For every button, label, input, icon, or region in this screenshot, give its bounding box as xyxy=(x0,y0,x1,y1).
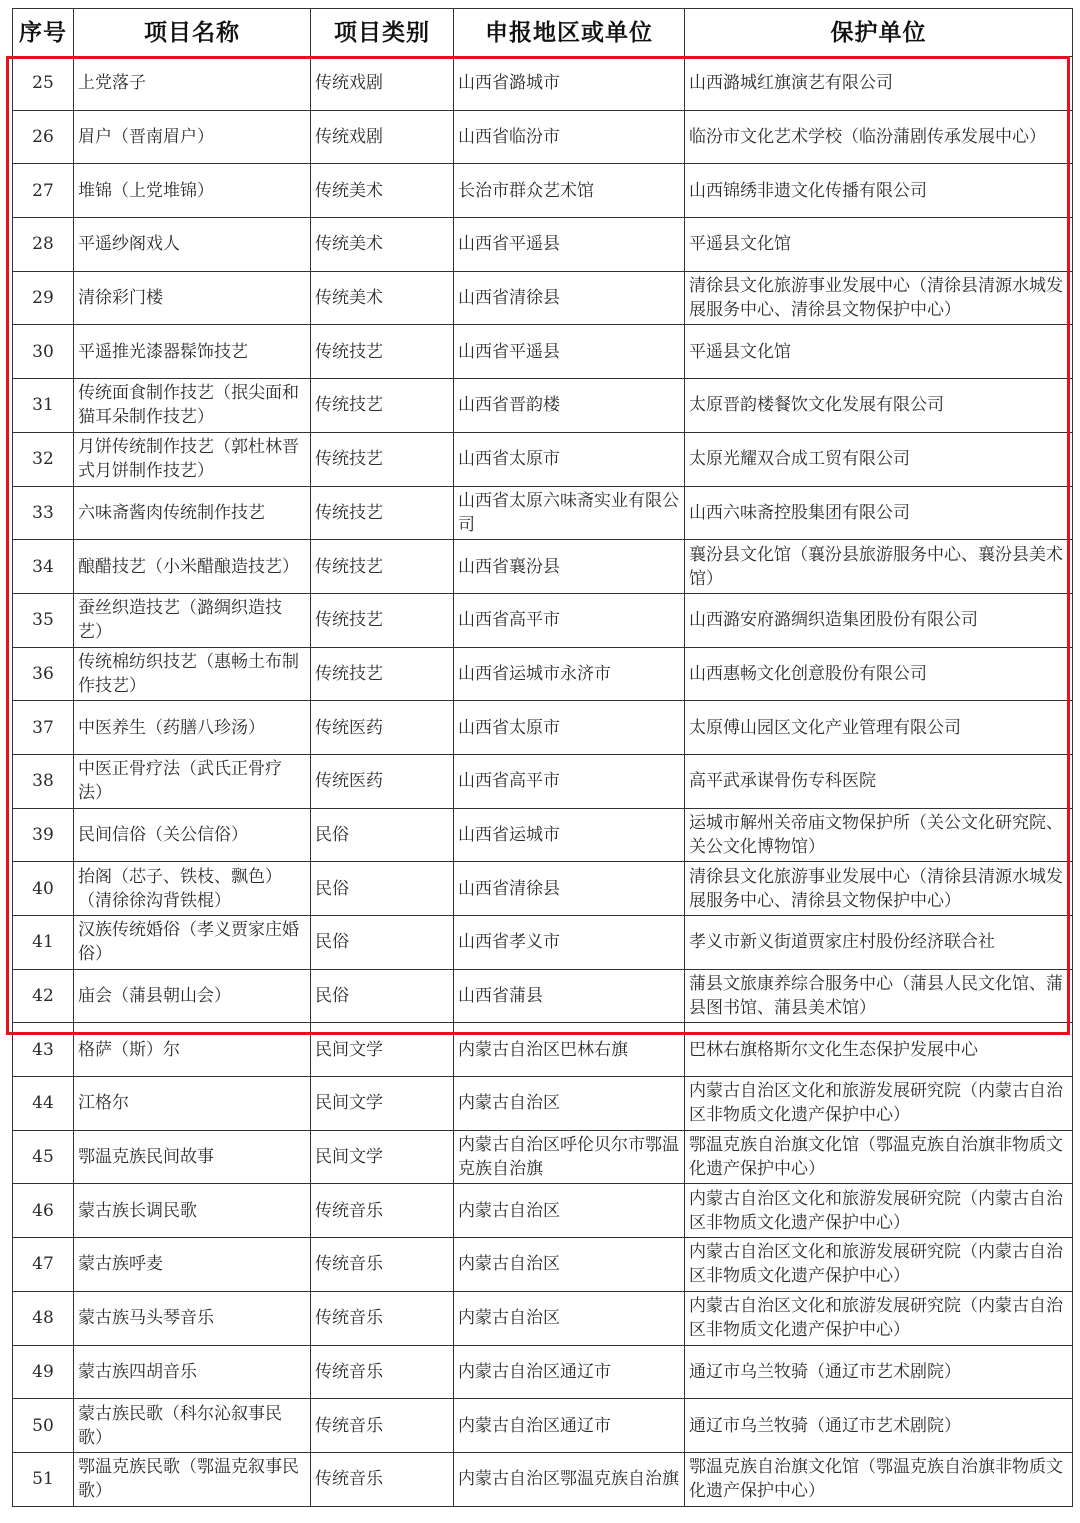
project-name-cell: 眉户（晋南眉户） xyxy=(74,110,311,164)
seq-cell: 28 xyxy=(13,218,74,272)
category-cell: 民俗 xyxy=(311,862,454,916)
table-row xyxy=(13,325,1073,379)
seq-cell: 39 xyxy=(13,808,74,862)
seq-cell: 27 xyxy=(13,164,74,218)
protection-unit-cell: 山西潞安府潞绸织造集团股份有限公司 xyxy=(685,593,1073,647)
project-name-cell: 蒙古族长调民歌 xyxy=(74,1184,311,1238)
table-row xyxy=(13,271,1073,325)
table-row xyxy=(13,1130,1073,1184)
project-name-cell: 堆锦（上党堆锦） xyxy=(74,164,311,218)
region-cell: 山西省太原六味斋实业有限公司 xyxy=(454,486,685,540)
category-cell: 传统技艺 xyxy=(311,540,454,594)
category-cell: 传统美术 xyxy=(311,271,454,325)
category-cell: 传统音乐 xyxy=(311,1184,454,1238)
seq-cell: 38 xyxy=(13,754,74,808)
project-name-cell: 民间信俗（关公信俗） xyxy=(74,808,311,862)
region-cell: 山西省潞城市 xyxy=(454,57,685,111)
seq-cell: 31 xyxy=(13,379,74,433)
category-cell: 传统美术 xyxy=(311,164,454,218)
seq-cell: 48 xyxy=(13,1291,74,1345)
protection-unit-cell: 山西惠畅文化创意股份有限公司 xyxy=(685,647,1073,701)
region-cell: 山西省晋韵楼 xyxy=(454,379,685,433)
table-row xyxy=(13,1077,1073,1131)
table-row xyxy=(13,164,1073,218)
protection-unit-cell: 太原光耀双合成工贸有限公司 xyxy=(685,432,1073,486)
table-row xyxy=(13,1023,1073,1077)
table-row xyxy=(13,1184,1073,1238)
seq-cell: 45 xyxy=(13,1130,74,1184)
project-name-cell: 传统棉纺织技艺（惠畅土布制作技艺） xyxy=(74,647,311,701)
project-name-cell: 鄂温克族民歌（鄂温克叙事民歌） xyxy=(74,1452,311,1506)
seq-cell: 46 xyxy=(13,1184,74,1238)
header-name: 项目名称 xyxy=(74,9,311,57)
table-row xyxy=(13,916,1073,970)
seq-cell: 30 xyxy=(13,325,74,379)
project-name-cell: 汉族传统婚俗（孝义贾家庄婚俗） xyxy=(74,916,311,970)
category-cell: 传统音乐 xyxy=(311,1238,454,1292)
table-row xyxy=(13,57,1073,111)
table-row xyxy=(13,593,1073,647)
region-cell: 内蒙古自治区 xyxy=(454,1238,685,1292)
region-cell: 山西省清徐县 xyxy=(454,862,685,916)
region-cell: 内蒙古自治区 xyxy=(454,1291,685,1345)
table-row xyxy=(13,1345,1073,1399)
category-cell: 传统技艺 xyxy=(311,647,454,701)
category-cell: 传统技艺 xyxy=(311,325,454,379)
category-cell: 传统音乐 xyxy=(311,1291,454,1345)
project-name-cell: 江格尔 xyxy=(74,1077,311,1131)
region-cell: 山西省清徐县 xyxy=(454,271,685,325)
seq-cell: 42 xyxy=(13,969,74,1023)
category-cell: 民间文学 xyxy=(311,1077,454,1131)
region-cell: 内蒙古自治区鄂温克族自治旗 xyxy=(454,1452,685,1506)
protection-unit-cell: 襄汾县文化馆（襄汾县旅游服务中心、襄汾县美术馆） xyxy=(685,540,1073,594)
heritage-project-table xyxy=(12,8,1073,1507)
category-cell: 传统医药 xyxy=(311,701,454,755)
protection-unit-cell: 内蒙古自治区文化和旅游发展研究院（内蒙古自治区非物质文化遗产保护中心） xyxy=(685,1184,1073,1238)
seq-cell: 29 xyxy=(13,271,74,325)
seq-cell: 37 xyxy=(13,701,74,755)
region-cell: 山西省太原市 xyxy=(454,432,685,486)
category-cell: 传统戏剧 xyxy=(311,57,454,111)
region-cell: 内蒙古自治区 xyxy=(454,1077,685,1131)
seq-cell: 26 xyxy=(13,110,74,164)
table-row xyxy=(13,432,1073,486)
protection-unit-cell: 平遥县文化馆 xyxy=(685,325,1073,379)
protection-unit-cell: 内蒙古自治区文化和旅游发展研究院（内蒙古自治区非物质文化遗产保护中心） xyxy=(685,1077,1073,1131)
protection-unit-cell: 平遥县文化馆 xyxy=(685,218,1073,272)
table-row xyxy=(13,1291,1073,1345)
protection-unit-cell: 鄂温克族自治旗文化馆（鄂温克族自治旗非物质文化遗产保护中心） xyxy=(685,1130,1073,1184)
seq-cell: 36 xyxy=(13,647,74,701)
table-row xyxy=(13,1399,1073,1453)
table-row xyxy=(13,1452,1073,1506)
header-unit: 保护单位 xyxy=(685,9,1073,57)
project-name-cell: 抬阁（芯子、铁枝、飘色）（清徐徐沟背铁棍） xyxy=(74,862,311,916)
region-cell: 内蒙古自治区 xyxy=(454,1184,685,1238)
project-name-cell: 蚕丝织造技艺（潞绸织造技艺） xyxy=(74,593,311,647)
seq-cell: 51 xyxy=(13,1452,74,1506)
project-name-cell: 月饼传统制作技艺（郭杜林晋式月饼制作技艺） xyxy=(74,432,311,486)
table-row xyxy=(13,808,1073,862)
project-name-cell: 中医正骨疗法（武氏正骨疗法） xyxy=(74,754,311,808)
header-row xyxy=(13,9,1073,57)
region-cell: 山西省襄汾县 xyxy=(454,540,685,594)
project-name-cell: 蒙古族呼麦 xyxy=(74,1238,311,1292)
table-row xyxy=(13,647,1073,701)
region-cell: 山西省太原市 xyxy=(454,701,685,755)
project-name-cell: 六味斋酱肉传统制作技艺 xyxy=(74,486,311,540)
region-cell: 山西省蒲县 xyxy=(454,969,685,1023)
seq-cell: 34 xyxy=(13,540,74,594)
protection-unit-cell: 内蒙古自治区文化和旅游发展研究院（内蒙古自治区非物质文化遗产保护中心） xyxy=(685,1291,1073,1345)
project-name-cell: 平遥纱阁戏人 xyxy=(74,218,311,272)
region-cell: 山西省运城市 xyxy=(454,808,685,862)
region-cell: 山西省高平市 xyxy=(454,593,685,647)
table-row xyxy=(13,110,1073,164)
project-name-cell: 上党落子 xyxy=(74,57,311,111)
category-cell: 传统技艺 xyxy=(311,432,454,486)
category-cell: 民俗 xyxy=(311,969,454,1023)
protection-unit-cell: 内蒙古自治区文化和旅游发展研究院（内蒙古自治区非物质文化遗产保护中心） xyxy=(685,1238,1073,1292)
category-cell: 民间文学 xyxy=(311,1130,454,1184)
protection-unit-cell: 蒲县文旅康养综合服务中心（蒲县人民文化馆、蒲县图书馆、蒲县美术馆） xyxy=(685,969,1073,1023)
protection-unit-cell: 通辽市乌兰牧骑（通辽市艺术剧院） xyxy=(685,1399,1073,1453)
region-cell: 内蒙古自治区通辽市 xyxy=(454,1345,685,1399)
project-name-cell: 传统面食制作技艺（抿尖面和猫耳朵制作技艺） xyxy=(74,379,311,433)
protection-unit-cell: 高平武承谋骨伤专科医院 xyxy=(685,754,1073,808)
table-row xyxy=(13,862,1073,916)
category-cell: 传统音乐 xyxy=(311,1345,454,1399)
category-cell: 传统技艺 xyxy=(311,379,454,433)
seq-cell: 25 xyxy=(13,57,74,111)
protection-unit-cell: 太原晋韵楼餐饮文化发展有限公司 xyxy=(685,379,1073,433)
category-cell: 传统音乐 xyxy=(311,1452,454,1506)
seq-cell: 40 xyxy=(13,862,74,916)
category-cell: 民俗 xyxy=(311,916,454,970)
header-region: 申报地区或单位 xyxy=(454,9,685,57)
region-cell: 山西省临汾市 xyxy=(454,110,685,164)
region-cell: 内蒙古自治区通辽市 xyxy=(454,1399,685,1453)
project-name-cell: 蒙古族马头琴音乐 xyxy=(74,1291,311,1345)
category-cell: 民俗 xyxy=(311,808,454,862)
table-body xyxy=(13,57,1073,1507)
project-name-cell: 清徐彩门楼 xyxy=(74,271,311,325)
table-row xyxy=(13,1238,1073,1292)
protection-unit-cell: 山西潞城红旗演艺有限公司 xyxy=(685,57,1073,111)
seq-cell: 43 xyxy=(13,1023,74,1077)
seq-cell: 50 xyxy=(13,1399,74,1453)
protection-unit-cell: 山西六味斋控股集团有限公司 xyxy=(685,486,1073,540)
category-cell: 传统戏剧 xyxy=(311,110,454,164)
protection-unit-cell: 清徐县文化旅游事业发展中心（清徐县清源水城发展服务中心、清徐县文物保护中心） xyxy=(685,862,1073,916)
header-category: 项目类别 xyxy=(311,9,454,57)
project-name-cell: 中医养生（药膳八珍汤） xyxy=(74,701,311,755)
category-cell: 传统美术 xyxy=(311,218,454,272)
project-name-cell: 庙会（蒲县朝山会） xyxy=(74,969,311,1023)
project-name-cell: 格萨（斯）尔 xyxy=(74,1023,311,1077)
protection-unit-cell: 通辽市乌兰牧骑（通辽市艺术剧院） xyxy=(685,1345,1073,1399)
protection-unit-cell: 山西锦绣非遗文化传播有限公司 xyxy=(685,164,1073,218)
protection-unit-cell: 清徐县文化旅游事业发展中心（清徐县清源水城发展服务中心、清徐县文物保护中心） xyxy=(685,271,1073,325)
protection-unit-cell: 巴林右旗格斯尔文化生态保护发展中心 xyxy=(685,1023,1073,1077)
seq-cell: 35 xyxy=(13,593,74,647)
seq-cell: 33 xyxy=(13,486,74,540)
protection-unit-cell: 鄂温克族自治旗文化馆（鄂温克族自治旗非物质文化遗产保护中心） xyxy=(685,1452,1073,1506)
header-seq: 序号 xyxy=(13,9,74,57)
table-row xyxy=(13,969,1073,1023)
table-row xyxy=(13,379,1073,433)
region-cell: 内蒙古自治区巴林右旗 xyxy=(454,1023,685,1077)
region-cell: 长治市群众艺术馆 xyxy=(454,164,685,218)
seq-cell: 44 xyxy=(13,1077,74,1131)
region-cell: 山西省平遥县 xyxy=(454,325,685,379)
region-cell: 内蒙古自治区呼伦贝尔市鄂温克族自治旗 xyxy=(454,1130,685,1184)
table-row xyxy=(13,754,1073,808)
category-cell: 传统医药 xyxy=(311,754,454,808)
region-cell: 山西省孝义市 xyxy=(454,916,685,970)
protection-unit-cell: 太原傅山园区文化产业管理有限公司 xyxy=(685,701,1073,755)
category-cell: 民间文学 xyxy=(311,1023,454,1077)
project-name-cell: 鄂温克族民间故事 xyxy=(74,1130,311,1184)
region-cell: 山西省平遥县 xyxy=(454,218,685,272)
category-cell: 传统技艺 xyxy=(311,593,454,647)
seq-cell: 41 xyxy=(13,916,74,970)
protection-unit-cell: 临汾市文化艺术学校（临汾蒲剧传承发展中心） xyxy=(685,110,1073,164)
seq-cell: 32 xyxy=(13,432,74,486)
region-cell: 山西省运城市永济市 xyxy=(454,647,685,701)
seq-cell: 47 xyxy=(13,1238,74,1292)
table-header xyxy=(13,9,1073,57)
protection-unit-cell: 运城市解州关帝庙文物保护所（关公文化研究院、关公文化博物馆） xyxy=(685,808,1073,862)
project-name-cell: 酿醋技艺（小米醋酿造技艺） xyxy=(74,540,311,594)
table-row xyxy=(13,218,1073,272)
region-cell: 山西省高平市 xyxy=(454,754,685,808)
protection-unit-cell: 孝义市新义街道贾家庄村股份经济联合社 xyxy=(685,916,1073,970)
seq-cell: 49 xyxy=(13,1345,74,1399)
table-row xyxy=(13,540,1073,594)
table-row xyxy=(13,486,1073,540)
category-cell: 传统音乐 xyxy=(311,1399,454,1453)
project-name-cell: 平遥推光漆器髹饰技艺 xyxy=(74,325,311,379)
category-cell: 传统技艺 xyxy=(311,486,454,540)
table-row xyxy=(13,701,1073,755)
project-name-cell: 蒙古族四胡音乐 xyxy=(74,1345,311,1399)
project-name-cell: 蒙古族民歌（科尔沁叙事民歌） xyxy=(74,1399,311,1453)
